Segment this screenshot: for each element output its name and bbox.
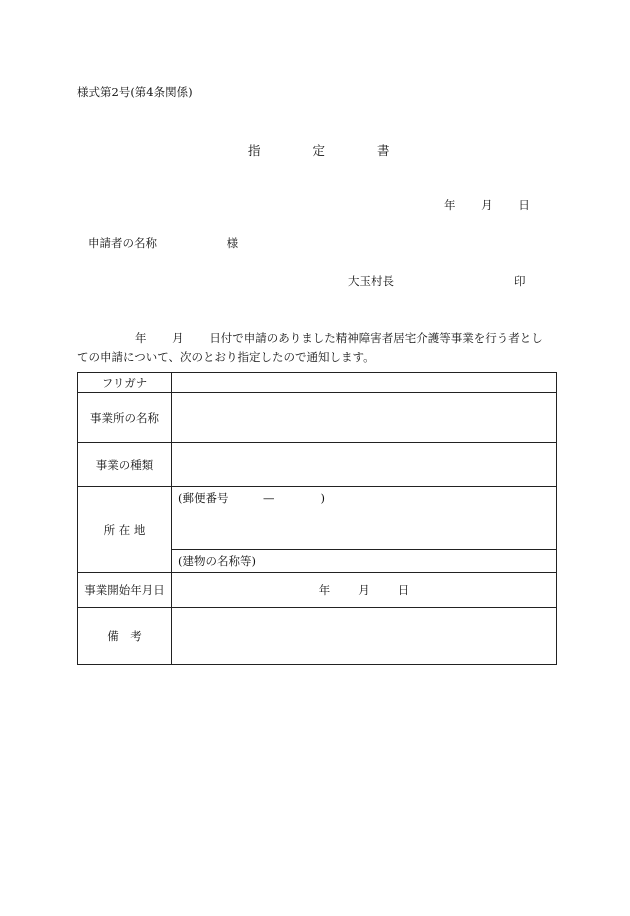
furigana-value — [172, 373, 557, 393]
remarks-row — [78, 608, 557, 665]
postal-code-line: (郵便番号 — ) — [178, 491, 325, 505]
location-label: 所 在 地 — [78, 487, 172, 573]
body-text-line1 — [135, 330, 543, 346]
date-line — [444, 197, 530, 213]
title-char-2: 定 — [312, 143, 326, 158]
start-day-label: 日 — [397, 583, 410, 597]
business-type-value — [172, 443, 557, 487]
body-rest: 日付で申請のありました精神障害者居宅介護等事業を行う者とし — [209, 331, 543, 345]
office-name-label: 事業所の名称 — [78, 393, 172, 443]
location-row — [78, 487, 557, 573]
form-number: 様式第2号(第4条関係) — [77, 85, 193, 99]
remarks-value — [172, 608, 557, 665]
applicant-line — [88, 235, 238, 251]
title-char-1: 指 — [248, 143, 261, 158]
office-name-row — [78, 393, 557, 443]
start-date-label: 事業開始年月日 — [78, 573, 172, 608]
designation-table — [77, 372, 557, 665]
body-text-line2: ての申請について、次のとおり指定したので通知します。 — [77, 350, 375, 364]
document-title — [248, 141, 390, 159]
issuer-name: 大玉村長 — [348, 274, 394, 288]
remarks-label: 備 考 — [78, 608, 172, 665]
start-year-label: 年 — [318, 583, 331, 597]
building-name-line: (建物の名称等) — [172, 549, 556, 572]
start-date-value — [172, 573, 557, 608]
office-name-value — [172, 393, 557, 443]
furigana-label: フリガナ — [78, 373, 172, 393]
date-day-label: 日 — [518, 198, 530, 212]
start-date-row — [78, 573, 557, 608]
applicant-honorific: 様 — [226, 236, 239, 250]
date-year-label: 年 — [444, 198, 456, 212]
furigana-row — [78, 373, 557, 393]
title-char-3: 書 — [377, 143, 390, 158]
body-month: 月 — [172, 331, 184, 345]
start-month-label: 月 — [358, 583, 370, 597]
applicant-label: 申請者の名称 — [88, 236, 157, 250]
business-type-row — [78, 443, 557, 487]
location-value — [172, 487, 557, 573]
date-month-label: 月 — [481, 198, 493, 212]
business-type-label: 事業の種類 — [78, 443, 172, 487]
body-year: 年 — [135, 331, 147, 345]
issuer-seal: 印 — [514, 274, 526, 288]
